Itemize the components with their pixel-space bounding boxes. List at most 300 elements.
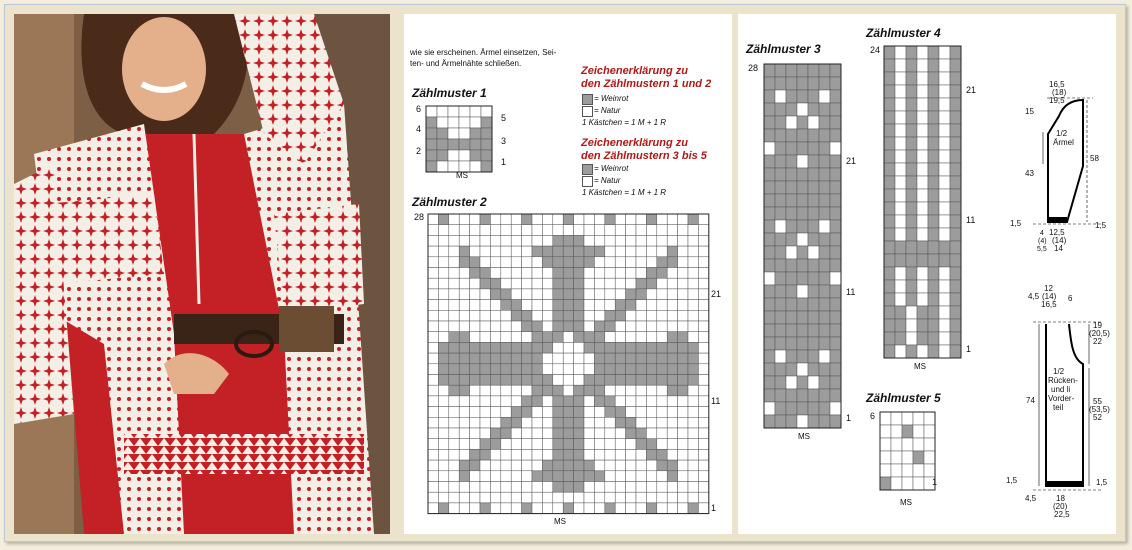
z4-cell	[884, 319, 895, 332]
z3-cell	[819, 376, 830, 389]
z2-cell	[605, 268, 615, 279]
z2-cell	[522, 235, 532, 246]
z2-cell	[542, 342, 552, 353]
z3-cell	[764, 415, 775, 428]
z4-cell	[884, 189, 895, 202]
z2-cell	[605, 364, 615, 375]
z2-cell	[542, 417, 552, 428]
z2-cell	[532, 310, 542, 321]
z2-cell	[646, 225, 656, 236]
z2-cell	[688, 268, 698, 279]
z2-cell	[626, 235, 636, 246]
z2-cell	[626, 364, 636, 375]
z2-cell	[470, 332, 480, 343]
z5-cell	[880, 425, 891, 438]
z1-cell	[448, 128, 459, 139]
z2-cell	[553, 482, 563, 493]
z2-cell	[688, 471, 698, 482]
legend35-natur-swatch	[582, 176, 593, 187]
z3-cell	[786, 389, 797, 402]
z2-cell	[646, 417, 656, 428]
z1-cell	[448, 150, 459, 161]
z2-cell	[522, 332, 532, 343]
z1-cell	[459, 150, 470, 161]
z4-cell	[917, 280, 928, 293]
z2-cell	[688, 235, 698, 246]
z2-cell	[605, 460, 615, 471]
z2-cell	[438, 310, 448, 321]
z4-cell	[895, 319, 906, 332]
z2-cell	[698, 332, 708, 343]
z2-cell	[594, 396, 604, 407]
z3-cell	[819, 64, 830, 77]
z2-cell	[470, 257, 480, 268]
body-top-2: (14)	[1042, 292, 1057, 301]
z2-cell	[553, 268, 563, 279]
z4-cell	[895, 345, 906, 358]
z4-cell	[939, 306, 950, 319]
body-top-3: 16,5	[1041, 300, 1057, 309]
z2-cell	[490, 214, 500, 225]
z3-cell	[797, 220, 808, 233]
z2-cell	[532, 396, 542, 407]
z3-cell	[819, 246, 830, 259]
z2-cell	[428, 268, 438, 279]
z1-cell	[459, 117, 470, 128]
z5-cell	[913, 477, 924, 490]
sleeve-bottom-small-2: (4)	[1038, 238, 1047, 245]
z2-cell	[490, 503, 500, 514]
z2-cell	[438, 332, 448, 343]
z3-cell	[797, 285, 808, 298]
z2-cell	[501, 396, 511, 407]
z2-cell	[438, 300, 448, 311]
z2-cell	[594, 375, 604, 386]
z2-cell	[646, 353, 656, 364]
z2-cell	[657, 353, 667, 364]
body-bottom-small: 4,5	[1025, 494, 1037, 503]
z5-cell	[902, 464, 913, 477]
z2-cell	[626, 471, 636, 482]
z3-cell	[808, 337, 819, 350]
z4-cell	[895, 85, 906, 98]
z1-left-label-4: 4	[416, 124, 422, 134]
z2-cell	[626, 310, 636, 321]
z2-cell	[584, 417, 594, 428]
z4-cell	[917, 293, 928, 306]
z4-cell	[939, 280, 950, 293]
z2-cell	[522, 407, 532, 418]
z2-cell	[584, 407, 594, 418]
z2-cell	[501, 375, 511, 386]
z2-cell	[605, 439, 615, 450]
z2-cell	[532, 278, 542, 289]
legend35-kaestchen: 1 Kästchen = 1 M + 1 R	[582, 188, 667, 197]
z2-cell	[511, 471, 521, 482]
z5-right-label-1: 1	[932, 477, 938, 487]
z4-cell	[906, 254, 917, 267]
z4-cell	[939, 293, 950, 306]
z4-cell	[939, 189, 950, 202]
z2-cell	[678, 385, 688, 396]
z2-cell	[698, 278, 708, 289]
z4-cell	[884, 176, 895, 189]
z4-cell	[950, 267, 961, 280]
z4-cell	[895, 280, 906, 293]
z2-cell	[626, 342, 636, 353]
z3-cell	[786, 90, 797, 103]
z3-cell	[775, 350, 786, 363]
z2-cell	[501, 449, 511, 460]
z2-cell	[584, 375, 594, 386]
z2-cell	[553, 289, 563, 300]
z2-cell	[626, 492, 636, 503]
z2-cell	[553, 225, 563, 236]
z2-cell	[584, 503, 594, 514]
z2-cell	[553, 407, 563, 418]
z2-cell	[428, 246, 438, 257]
z2-cell	[459, 332, 469, 343]
body-top-left: 4,5	[1028, 292, 1040, 301]
z2-cell	[688, 321, 698, 332]
z2-cell	[667, 407, 677, 418]
z3-cell	[808, 64, 819, 77]
z2-cell	[563, 289, 573, 300]
z2-cell	[563, 460, 573, 471]
z4-cell	[950, 111, 961, 124]
z2-cell	[657, 503, 667, 514]
z3-cell	[819, 259, 830, 272]
z2-cell	[615, 492, 625, 503]
z3-cell	[786, 194, 797, 207]
z2-cell	[522, 417, 532, 428]
z2-cell	[449, 332, 459, 343]
z3-cell	[819, 402, 830, 415]
z4-cell	[884, 345, 895, 358]
z4-cell	[939, 163, 950, 176]
z2-cell	[594, 225, 604, 236]
z2-cell	[678, 342, 688, 353]
z4-cell	[928, 98, 939, 111]
z3-cell	[764, 194, 775, 207]
z4-cell	[884, 228, 895, 241]
z2-cell	[636, 428, 646, 439]
body-right-top-2: (20,5)	[1089, 329, 1110, 338]
z4-cell	[939, 215, 950, 228]
z2-cell	[490, 482, 500, 493]
z2-cell	[553, 257, 563, 268]
z2-cell	[594, 449, 604, 460]
legend12-natur-swatch	[582, 106, 593, 117]
z2-cell	[428, 385, 438, 396]
z2-cell	[438, 225, 448, 236]
z2-cell	[688, 482, 698, 493]
body-bottom-2: (20)	[1053, 502, 1068, 511]
z2-cell	[511, 310, 521, 321]
z2-cell	[428, 278, 438, 289]
z2-cell	[636, 300, 646, 311]
z2-cell	[688, 300, 698, 311]
z2-cell	[657, 332, 667, 343]
z4-cell	[906, 267, 917, 280]
z2-cell	[522, 492, 532, 503]
z2-cell	[438, 278, 448, 289]
z4-right-label-1: 1	[966, 344, 972, 354]
z3-cell	[764, 64, 775, 77]
z3-cell	[786, 142, 797, 155]
z3-cell	[775, 415, 786, 428]
z2-cell	[459, 417, 469, 428]
z4-cell	[928, 176, 939, 189]
z2-cell	[605, 332, 615, 343]
z2-cell	[605, 214, 615, 225]
z2-cell	[646, 300, 656, 311]
z5-cell	[913, 451, 924, 464]
z2-cell	[480, 321, 490, 332]
z3-cell	[808, 233, 819, 246]
z2-cell	[574, 375, 584, 386]
z2-cell	[584, 278, 594, 289]
z2-cell	[646, 268, 656, 279]
z2-cell	[584, 353, 594, 364]
z2-cell	[667, 460, 677, 471]
z2-cell	[522, 214, 532, 225]
z2-cell	[688, 460, 698, 471]
z3-cell	[830, 220, 841, 233]
z2-cell	[605, 246, 615, 257]
z2-cell	[584, 492, 594, 503]
chart-title-z3: Zählmuster 3	[746, 42, 821, 56]
z3-cell	[775, 337, 786, 350]
z2-cell	[688, 278, 698, 289]
z2-cell	[511, 364, 521, 375]
z2-cell	[563, 385, 573, 396]
z3-cell	[819, 363, 830, 376]
z2-cell	[605, 257, 615, 268]
z2-cell	[636, 364, 646, 375]
z2-cell	[459, 300, 469, 311]
z2-cell	[470, 396, 480, 407]
z2-cell	[532, 407, 542, 418]
z2-cell	[490, 364, 500, 375]
z2-cell	[428, 235, 438, 246]
z1-right-label-5: 5	[501, 113, 507, 123]
z2-cell	[678, 428, 688, 439]
z4-cell	[939, 124, 950, 137]
z2-cell	[657, 449, 667, 460]
z1-cell	[481, 117, 492, 128]
legend35-title-line-2: den Zählmustern 3 bis 5	[581, 150, 707, 162]
z4-cell	[895, 150, 906, 163]
z2-cell	[574, 332, 584, 343]
z2-cell	[688, 246, 698, 257]
z4-cell	[906, 306, 917, 319]
z1-left-label-2: 2	[416, 146, 422, 156]
z3-cell	[786, 363, 797, 376]
z2-cell	[511, 278, 521, 289]
z2-cell	[438, 214, 448, 225]
z2-cell	[449, 439, 459, 450]
z2-cell	[522, 364, 532, 375]
z2-cell	[574, 342, 584, 353]
z2-cell	[698, 449, 708, 460]
z2-cell	[605, 428, 615, 439]
z4-cell	[884, 124, 895, 137]
z2-cell	[574, 492, 584, 503]
body-label-3: und li	[1051, 385, 1071, 394]
z3-cell	[808, 298, 819, 311]
z2-cell	[542, 278, 552, 289]
z3-cell	[819, 311, 830, 324]
z2-cell	[490, 246, 500, 257]
z2-cell	[667, 278, 677, 289]
z4-cell	[895, 228, 906, 241]
z2-cell	[594, 332, 604, 343]
z3-cell	[797, 298, 808, 311]
sleeve-bottom-left: 1,5	[1010, 219, 1022, 228]
sleeve-left-top: 15	[1025, 107, 1034, 116]
z2-cell	[553, 375, 563, 386]
body-bottom-right: 1,5	[1096, 478, 1108, 487]
z2-cell	[532, 364, 542, 375]
z3-cell	[775, 376, 786, 389]
z2-cell	[459, 503, 469, 514]
z3-cell	[808, 324, 819, 337]
z2-cell	[667, 310, 677, 321]
z4-cell	[917, 124, 928, 137]
z2-cell	[574, 310, 584, 321]
z2-cell	[605, 310, 615, 321]
z4-cell	[895, 189, 906, 202]
z2-cell	[688, 428, 698, 439]
z2-cell	[626, 407, 636, 418]
z3-cell	[808, 376, 819, 389]
z5-cell	[913, 464, 924, 477]
z2-cell	[667, 449, 677, 460]
z4-cell	[939, 137, 950, 150]
z2-cell	[615, 407, 625, 418]
z3-cell	[786, 129, 797, 142]
z4-cell	[939, 228, 950, 241]
z3-cell	[797, 415, 808, 428]
z2-cell	[657, 385, 667, 396]
z2-cell	[594, 428, 604, 439]
z1-cell	[437, 128, 448, 139]
z2-cell	[594, 235, 604, 246]
z2-cell	[511, 396, 521, 407]
z2-cell	[615, 482, 625, 493]
z4-cell	[950, 306, 961, 319]
z2-cell	[428, 471, 438, 482]
z2-cell	[615, 375, 625, 386]
z2-cell	[698, 439, 708, 450]
z2-cell	[688, 342, 698, 353]
z3-cell	[797, 194, 808, 207]
z2-cell	[615, 214, 625, 225]
z2-cell	[459, 214, 469, 225]
z2-cell	[522, 268, 532, 279]
z2-cell	[574, 268, 584, 279]
z2-cell	[657, 396, 667, 407]
z2-cell	[646, 375, 656, 386]
z4-cell	[928, 72, 939, 85]
z2-cell	[698, 482, 708, 493]
z2-cell	[542, 449, 552, 460]
z2-cell	[532, 375, 542, 386]
z2-cell	[678, 225, 688, 236]
z2-cell	[615, 257, 625, 268]
z2-cell	[459, 353, 469, 364]
z3-cell	[797, 168, 808, 181]
z2-cell	[698, 268, 708, 279]
z2-cell	[574, 417, 584, 428]
z2-cell	[636, 332, 646, 343]
z5-cell	[891, 464, 902, 477]
z2-cell	[667, 321, 677, 332]
z2-cell	[615, 449, 625, 460]
z2-cell	[438, 268, 448, 279]
z2-cell	[501, 289, 511, 300]
z2-cell	[678, 235, 688, 246]
z2-cell	[480, 492, 490, 503]
z2-cell	[678, 332, 688, 343]
z2-cell	[678, 246, 688, 257]
z2-cell	[626, 300, 636, 311]
z2-cell	[667, 503, 677, 514]
z4-cell	[917, 85, 928, 98]
z4-cell	[939, 98, 950, 111]
z1-ms-label: MS	[456, 171, 468, 180]
z2-cell	[532, 449, 542, 460]
z2-cell	[532, 471, 542, 482]
z4-cell	[928, 215, 939, 228]
z4-cell	[906, 98, 917, 111]
z2-cell	[553, 300, 563, 311]
z2-cell	[688, 396, 698, 407]
z2-cell	[605, 278, 615, 289]
z2-cell	[626, 225, 636, 236]
z4-cell	[895, 254, 906, 267]
z2-cell	[678, 364, 688, 375]
z2-cell	[532, 385, 542, 396]
z2-cell	[646, 342, 656, 353]
z5-cell	[913, 412, 924, 425]
z1-cell	[470, 161, 481, 172]
z2-cell	[698, 492, 708, 503]
z2-cell	[678, 300, 688, 311]
z2-cell	[470, 364, 480, 375]
z2-cell	[522, 257, 532, 268]
z4-cell	[939, 176, 950, 189]
z2-cell	[501, 428, 511, 439]
z4-cell	[895, 72, 906, 85]
z1-cell	[426, 150, 437, 161]
z2-cell	[438, 235, 448, 246]
z2-cell	[615, 278, 625, 289]
z2-cell	[553, 353, 563, 364]
z2-cell	[657, 268, 667, 279]
z2-cell	[449, 246, 459, 257]
z4-cell	[917, 189, 928, 202]
z2-cell	[646, 332, 656, 343]
z2-cell	[667, 482, 677, 493]
z2-cell	[584, 214, 594, 225]
z3-cell	[786, 311, 797, 324]
z2-cell	[542, 428, 552, 439]
z2-cell	[501, 278, 511, 289]
z2-cell	[636, 407, 646, 418]
z4-cell	[917, 46, 928, 59]
